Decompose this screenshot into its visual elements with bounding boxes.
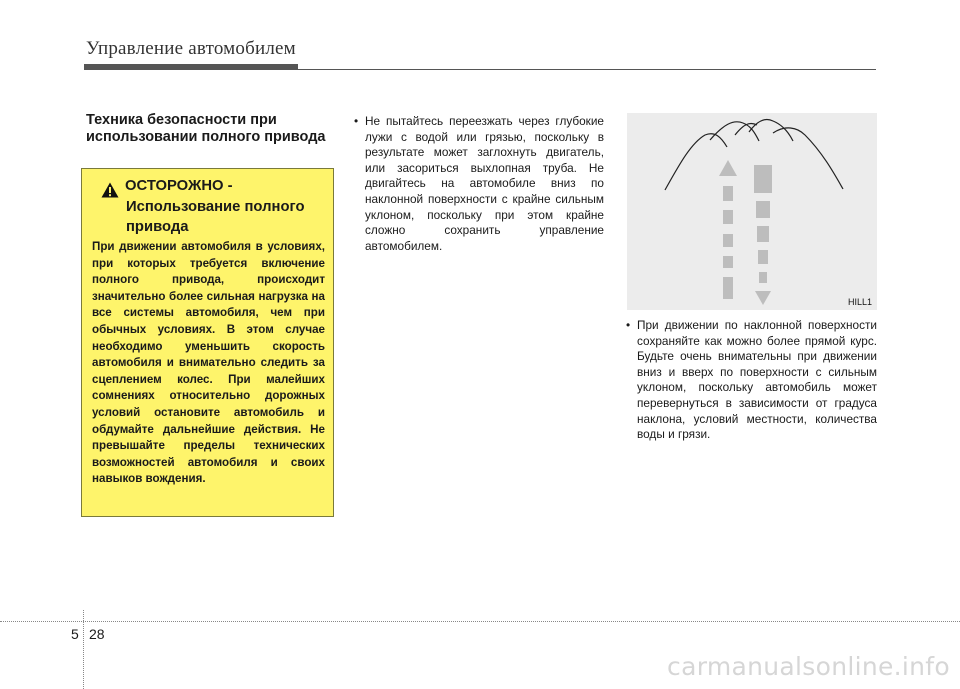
page-number: 28: [89, 626, 105, 642]
middle-bullet-list: [352, 114, 604, 254]
section-title: Техника безопасности при использовании полного привода: [86, 112, 326, 145]
page-chapter: 5: [71, 626, 79, 642]
warning-body: При движении автомобиля в условиях, при которых требуется включение полного привода, происходит значительно более сильная нагрузка на все системы автомобиля, чем при обычных условиях. В этом случае необходимо уменьшить скорость автомобиля и внимательно следить за сцеплением колес. При малейших сомнениях относительно дорожных условий остановите автомобиль и обдумайте дальнейшие действия. Не превышайте пределы технических возможностей автомобиля и своих навыков вождения.: [92, 240, 325, 486]
footer-divider: [0, 621, 960, 622]
list-item: • При движении по наклонной поверхности сохраняйте как можно более прямой курс. Будьте очень внимательны при движении вниз и вверх по поверхности с сильным уклоном, поскольку автомобиль может перевернуться в зависимости от градуса наклона, условий местности, количества воды и грязи.: [626, 318, 877, 442]
right-bullet-list: [624, 318, 877, 443]
figure-caption: HILL1: [847, 297, 872, 307]
list-item-text: Не пытайтесь переезжать через глубокие лужи с водой или грязью, поскольку в результате может заглохнуть двигатель, или засориться выхлопная труба. Не двигайтесь на автомобиле вниз по наклонной поверхности с крайне сильным уклоном, поскольку при этом крайне сложно сохранить управление автомобилем.: [365, 114, 604, 253]
footer-vertical-divider: [83, 610, 84, 689]
warning-triangle-icon: [101, 182, 119, 198]
header-rule-thick: [84, 64, 298, 70]
header-rule-thin: [298, 69, 876, 70]
hill-figure: [627, 113, 877, 310]
list-item: • Не пытайтесь переезжать через глубокие лужи с водой или грязью, поскольку в результате может заглохнуть двигатель, или засориться выхлопная труба. Не двигайтесь на автомобиле вниз по наклонной поверхности с крайне сильным уклоном, поскольку при этом крайне сложно сохранить управление автомобилем.: [354, 114, 604, 253]
warning-heading: ОСТОРОЖНО -: [125, 178, 233, 194]
down-arrow-icon: [754, 165, 772, 305]
watermark: carmanualsonline.info: [667, 652, 950, 681]
list-item-text: При движении по наклонной поверхности сохраняйте как можно более прямой курс. Будьте очень внимательны при движении вниз и вверх по поверхности с сильным уклоном, поскольку автомобиль может перевернуться в зависимости от градуса наклона, условий местности, количества воды и грязи.: [637, 318, 877, 442]
header-title: Управление автомобилем: [86, 38, 296, 59]
hill-illustration: [627, 113, 877, 310]
up-arrow-icon: [719, 160, 737, 299]
warning-box: [81, 168, 334, 517]
warning-subheading: Использование полного привода: [126, 199, 305, 235]
